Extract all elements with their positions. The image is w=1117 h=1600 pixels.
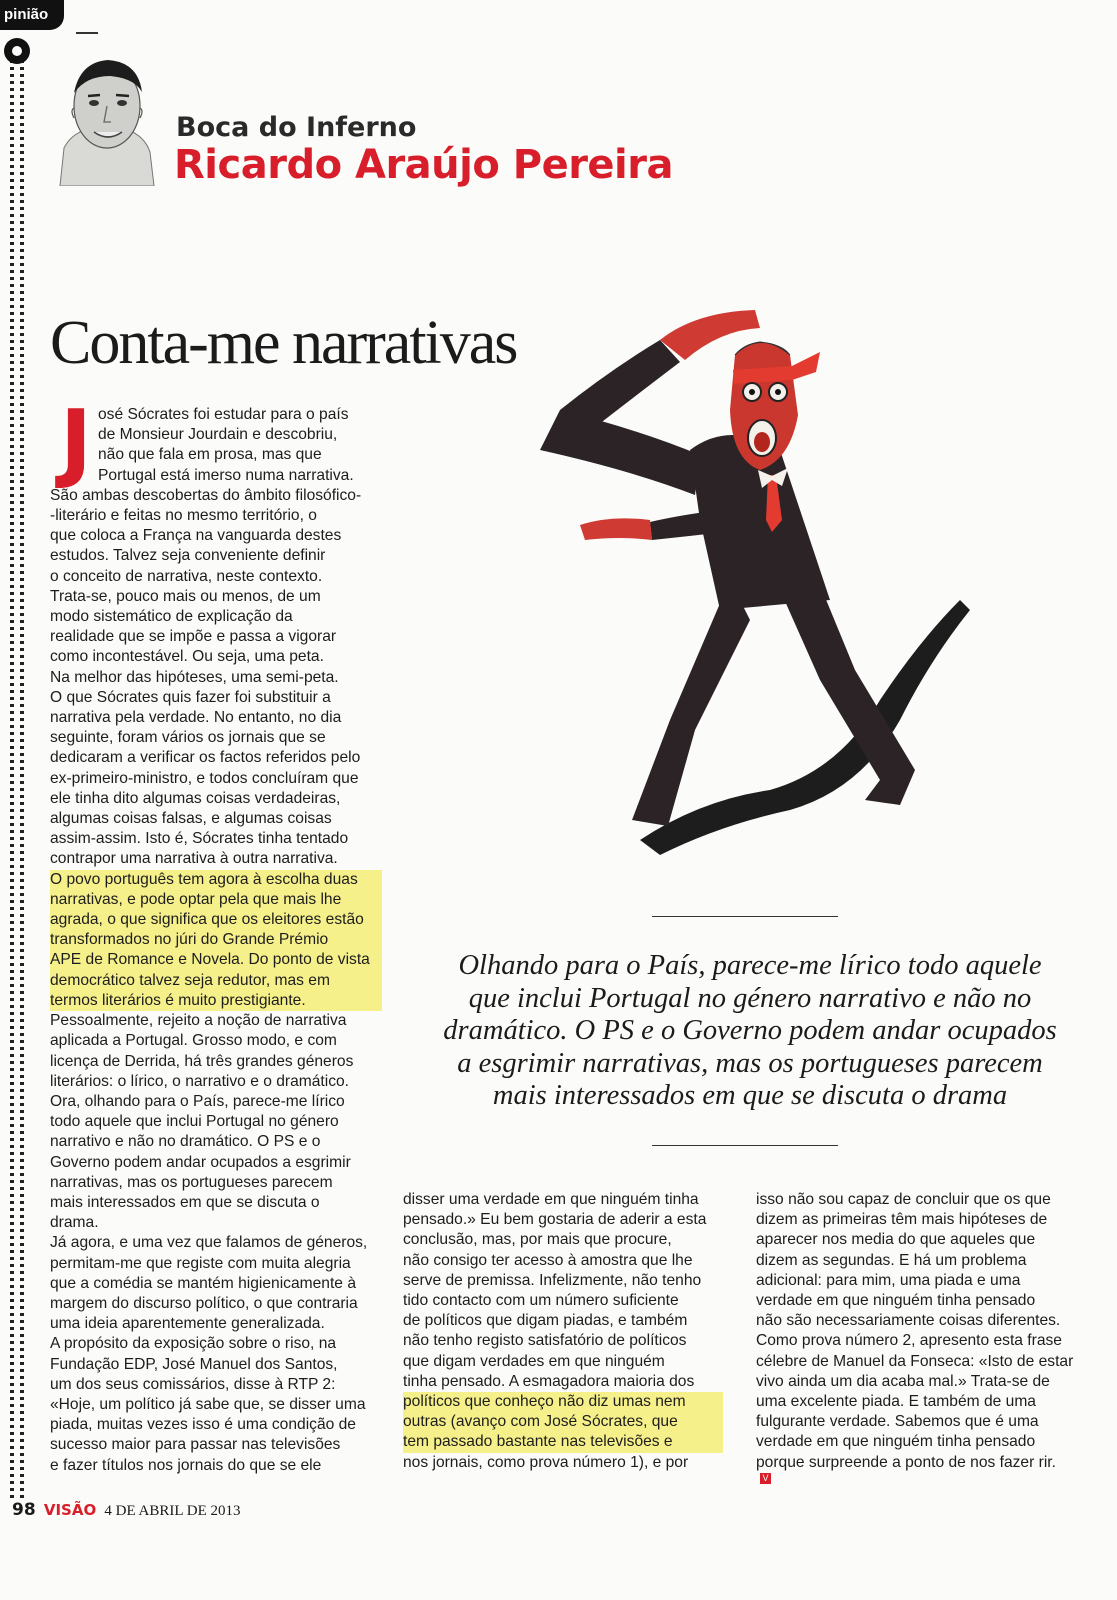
text-line: verdade em que ninguém tinha pensado	[756, 1433, 1036, 1451]
text-line: drama.	[50, 1214, 99, 1232]
pull-quote	[430, 950, 1070, 1113]
text-line: célebre de Manuel da Fonseca: «Isto de estar	[756, 1352, 1074, 1370]
text-line: como incontestável. Ou seja, uma peta.	[50, 648, 324, 666]
text-line: Fundação EDP, José Manuel dos Santos,	[50, 1355, 338, 1373]
text-line: não consigo ter acesso à amostra que lhe	[403, 1251, 693, 1269]
text-line: dizem as primeiras têm mais hipóteses de	[756, 1211, 1048, 1229]
text-line: seguinte, foram vários os jornais que se	[50, 729, 326, 747]
text-line: algumas coisas falsas, e algumas coisas	[50, 810, 332, 828]
highlighted-line: termos literários é muito prestigiante.	[50, 991, 382, 1011]
author-portrait	[52, 48, 160, 186]
text-line: contrapor uma narrativa à outra narrativa.	[50, 850, 338, 868]
text-line: fulgurante verdade. Sabemos que é uma	[756, 1413, 1039, 1431]
text-line: o conceito de narrativa, neste contexto.	[50, 567, 323, 585]
text-line: tido contacto com um número suficiente	[403, 1292, 679, 1310]
pull-quote-rule-top	[652, 916, 838, 917]
text-line: todo aquele que inclui Portugal no género	[50, 1113, 339, 1131]
pull-quote-line: dramático. O PS e o Governo podem andar ocupados	[443, 1015, 1057, 1046]
section-tab: pinião	[0, 0, 64, 30]
text-line: Governo podem andar ocupados a esgrimir	[50, 1153, 351, 1171]
text-line: não que fala em prosa, mas que	[98, 446, 322, 464]
text-line: Trata-se, pouco mais ou menos, de um	[50, 587, 321, 605]
text-line: modo sistemático de explicação da	[50, 608, 293, 626]
caricature-illustration	[520, 300, 1080, 860]
text-line: estudos. Talvez seja conveniente definir	[50, 547, 326, 565]
section-dot-icon	[4, 38, 30, 64]
text-line: narrativa pela verdade. No entanto, no dia	[50, 709, 342, 727]
highlighted-line: narrativas, e pode optar pela que mais lhe	[50, 890, 382, 910]
text-line: conclusão, mas, por mais que procure,	[403, 1231, 672, 1249]
highlighted-line: O povo português tem agora à escolha duas	[50, 870, 382, 890]
text-line: mais interessados em que se discuta o	[50, 1193, 320, 1211]
article-column-1	[50, 392, 382, 1476]
text-line: Já agora, e uma vez que falamos de géneros,	[50, 1234, 368, 1252]
text-line: vivo ainda um dia acaba mal.» Trata-se de	[756, 1372, 1050, 1390]
text-line: sucesso maior para passar nas televisões	[50, 1436, 341, 1454]
text-line: de políticos que digam piadas, e também	[403, 1312, 688, 1330]
text-line	[756, 1453, 1086, 1484]
text-line: assim-assim. Isto é, Sócrates tinha tentado	[50, 830, 349, 848]
pull-quote-rule-bottom	[652, 1145, 838, 1146]
issue-date: 4 DE ABRIL DE 2013	[104, 1503, 241, 1519]
text-line: que a comédia se mantém higienicamente à	[50, 1274, 356, 1292]
text-line: e fazer títulos nos jornais do que se ele	[50, 1456, 322, 1474]
text-line: margem do discurso político, o que contraria	[50, 1294, 358, 1312]
text-line: isso não sou capaz de concluir que os que	[756, 1191, 1051, 1208]
text-line: que coloca a França na vanguarda destes	[50, 527, 342, 545]
text-line: dedicaram a verificar os factos referidos pelo	[50, 749, 361, 767]
text-line: uma ideia aparentemente generalizada.	[50, 1315, 325, 1333]
text-line: narrativas, mas os portugueses parecem	[50, 1173, 333, 1191]
text-line: não tenho registo satisfatório de políticos	[403, 1332, 687, 1350]
text-line: tinha pensado. A esmagadora maioria dos	[403, 1372, 695, 1390]
text-line: Ora, olhando para o País, parece-me lírico	[50, 1092, 345, 1110]
end-mark-icon: V	[760, 1473, 771, 1484]
text-line: permitam-me que registe com muita alegria	[50, 1254, 351, 1272]
pull-quote-line: Olhando para o País, parece-me lírico todo aquele	[458, 950, 1042, 981]
text-line: dizem as segundas. E há um problema	[756, 1251, 1027, 1269]
pull-quote-line: a esgrimir narrativas, mas os portugueses parecem	[457, 1047, 1043, 1079]
text-line: adicional: para mim, uma piada e uma	[756, 1271, 1021, 1289]
text-line: realidade que se impõe e passa a vigorar	[50, 628, 337, 646]
lower-hand	[580, 518, 652, 540]
text-line: O que Sócrates quis fazer foi substituir a	[50, 688, 331, 706]
dropcap: J	[60, 392, 92, 492]
highlighted-line: transformados no júri do Grande Prémio	[50, 930, 382, 950]
text-line: que digam verdades em que ninguém	[403, 1352, 665, 1370]
left-leg	[632, 580, 750, 826]
highlighted-line: outras (avanço com José Sócrates, que	[403, 1412, 723, 1432]
text-line: disser uma verdade em que ninguém tinha	[403, 1191, 699, 1208]
highlighted-line: APE de Romance e Novela. Do ponto de vista	[50, 950, 382, 970]
text-line: ele tinha dito algumas coisas verdadeiras,	[50, 789, 341, 807]
pull-quote-line: mais interessados em que se discuta o drama	[492, 1080, 1008, 1111]
section-divider	[76, 32, 98, 34]
raised-arm	[540, 410, 700, 495]
raised-forearm	[560, 340, 680, 435]
magazine-name: VISÃO	[43, 1501, 97, 1519]
text-line: «Hoje, um político já sabe que, se disser uma	[50, 1395, 366, 1413]
text-line: pensado.» Eu bem gostaria de aderir a esta	[403, 1211, 707, 1229]
text-line: A propósito da exposição sobre o riso, na	[50, 1335, 337, 1353]
text-line: nos jornais, como prova número 1), e por	[403, 1453, 689, 1471]
highlighted-line: tem passado bastante nas televisões e	[403, 1432, 723, 1452]
text-line: aparecer nos media do que aqueles que	[756, 1231, 1036, 1249]
highlighted-line: agrada, o que significa que os eleitores estão	[50, 910, 382, 930]
text-line: Na melhor das hipóteses, uma semi-peta.	[50, 668, 339, 686]
text-line: osé Sócrates foi estudar para o país	[98, 406, 349, 423]
article-column-3	[756, 1190, 1086, 1484]
text-line: São ambas descobertas do âmbito filosófico-	[50, 486, 362, 504]
text-line: literários: o lírico, o narrativo e o dramático.	[50, 1072, 349, 1090]
text-line: Como prova número 2, apresento esta frase	[756, 1332, 1062, 1350]
text-line: serve de premissa. Infelizmente, não tenho	[403, 1271, 702, 1289]
highlighted-line: democrático talvez seja redutor, mas em	[50, 971, 382, 991]
text-line: uma excelente piada. E também de uma	[756, 1393, 1036, 1411]
author-name: Ricardo Araújo Pereira	[174, 142, 673, 188]
text-line: -literário e feitas no mesmo território, o	[50, 507, 317, 525]
article-column-2	[403, 1190, 723, 1473]
text-line: aplicada a Portugal. Grosso modo, e com	[50, 1032, 337, 1050]
text-line: Pessoalmente, rejeito a noção de narrativa	[50, 1012, 347, 1030]
text-line: piada, muitas vezes isso é uma condição de	[50, 1416, 356, 1434]
text-line: não são necessariamente coisas diferentes.	[756, 1312, 1061, 1330]
last-line-text: porque surpreende a ponto de nos fazer rir.	[756, 1453, 1056, 1471]
page-number: 98	[12, 1500, 36, 1520]
text-line: narrativo e não no dramático. O PS e o	[50, 1133, 321, 1151]
text-line: verdade em que ninguém tinha pensado	[756, 1292, 1036, 1310]
pull-quote-line: que inclui Portugal no género narrativo e não no	[468, 982, 1032, 1014]
text-line: licença de Derrida, há três grandes géneros	[50, 1052, 354, 1070]
text-line: Portugal está imerso numa narrativa.	[98, 466, 354, 484]
text-line: um dos seus comissários, disse à RTP 2:	[50, 1375, 336, 1393]
left-margin-rule-gap	[14, 60, 20, 1500]
text-line: ex-primeiro-ministro, e todos concluíram que	[50, 769, 359, 787]
text-line: de Monsieur Jourdain e descobriu,	[98, 426, 338, 444]
highlighted-line: políticos que conheço não diz umas nem	[403, 1392, 723, 1412]
column-name: Boca do Inferno	[176, 112, 417, 143]
article-headline: Conta-me narrativas	[50, 309, 517, 377]
page-footer	[12, 1500, 240, 1520]
